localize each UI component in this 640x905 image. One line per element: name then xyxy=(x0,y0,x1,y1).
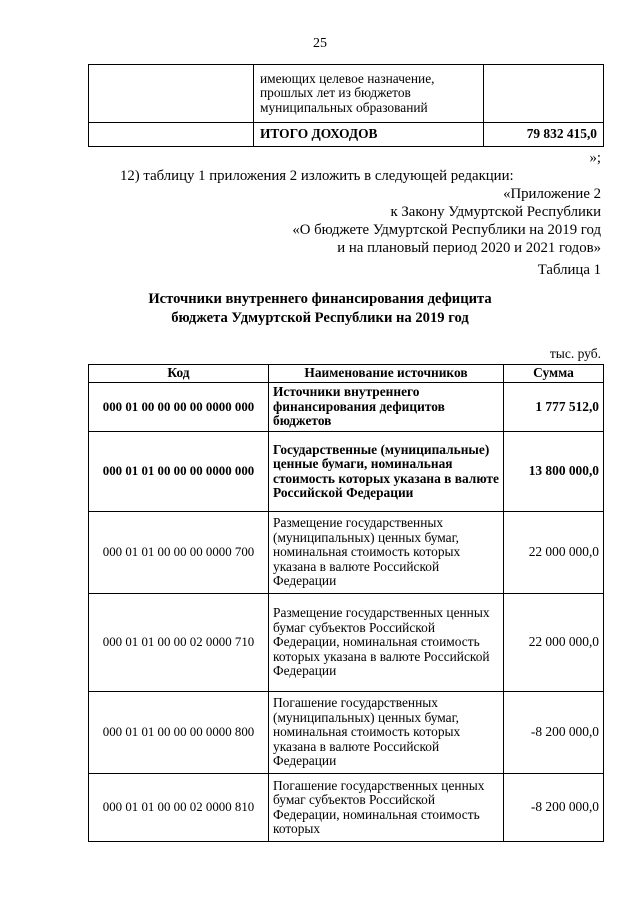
table-row xyxy=(89,774,604,842)
table-row xyxy=(89,692,604,774)
income-name-cell: имеющих целевое назначение, прошлых лет из бюджетов муниципальных образований xyxy=(254,65,484,123)
code-cell: 000 01 01 00 00 02 0000 810 xyxy=(89,774,269,842)
financing-sources-table xyxy=(88,364,604,842)
source-name-cell: Погашение государственных (муниципальных) ценных бумаг, номинальная стоимость которых указана в валюте Российской Федерации xyxy=(269,692,504,774)
amount-cell xyxy=(484,65,604,123)
table-label: Таблица 1 xyxy=(537,262,601,278)
column-header-code: Код xyxy=(89,365,269,383)
instruction-text: 12) таблицу 1 приложения 2 изложить в следующей редакции: xyxy=(120,168,514,184)
table-row xyxy=(89,383,604,432)
code-cell: 000 01 00 00 00 00 0000 000 xyxy=(89,383,269,432)
source-name-cell: Размещение государственных (муниципальных) ценных бумаг, номинальная стоимость которых указана в валюте Российской Федерации xyxy=(269,512,504,594)
page-number: 25 xyxy=(313,36,327,51)
column-header-sum: Сумма xyxy=(504,365,604,383)
source-name-cell: Источники внутреннего финансирования дефицитов бюджетов xyxy=(269,383,504,432)
sum-cell: -8 200 000,0 xyxy=(504,774,604,842)
table-header-row xyxy=(89,365,604,383)
appendix-line-2: к Закону Удмуртской Республики xyxy=(390,204,601,220)
units-label: тыс. руб. xyxy=(549,346,601,361)
title-line-1: Источники внутреннего финансирования дефицита xyxy=(148,291,492,307)
code-cell: 000 01 01 00 00 00 0000 700 xyxy=(89,512,269,594)
code-cell: 000 01 01 00 00 00 0000 000 xyxy=(89,432,269,512)
table-row xyxy=(89,594,604,692)
sum-cell: 22 000 000,0 xyxy=(504,512,604,594)
closing-quote: »; xyxy=(589,150,601,166)
title-line-2: бюджета Удмуртской Республики на 2019 год xyxy=(171,310,469,326)
sum-cell: 22 000 000,0 xyxy=(504,594,604,692)
total-label: ИТОГО ДОХОДОВ xyxy=(254,123,484,147)
appendix-line-3: «О бюджете Удмуртской Республики на 2019 год xyxy=(292,222,601,238)
code-cell: 000 01 01 00 00 00 0000 800 xyxy=(89,692,269,774)
table-row xyxy=(89,432,604,512)
code-cell: 000 01 01 00 00 02 0000 710 xyxy=(89,594,269,692)
table-row xyxy=(89,65,604,123)
code-cell xyxy=(89,65,254,123)
source-name-cell: Погашение государственных ценных бумаг субъектов Российской Федерации, номинальная стоимость которых xyxy=(269,774,504,842)
sum-cell: -8 200 000,0 xyxy=(504,692,604,774)
source-name-cell: Государственные (муниципальные) ценные бумаги, номинальная стоимость которых указана в валюте Российской Федерации xyxy=(269,432,504,512)
total-row xyxy=(89,123,604,147)
column-header-name: Наименование источников xyxy=(269,365,504,383)
source-name-cell: Размещение государственных ценных бумаг субъектов Российской Федерации, номинальная стоимость которых указана в валюте Российской Федерации xyxy=(269,594,504,692)
sum-cell: 13 800 000,0 xyxy=(504,432,604,512)
total-value: 79 832 415,0 xyxy=(484,123,604,147)
income-table-fragment xyxy=(88,64,604,147)
appendix-line-4: и на плановый период 2020 и 2021 годов» xyxy=(337,240,601,256)
code-cell xyxy=(89,123,254,147)
sum-cell: 1 777 512,0 xyxy=(504,383,604,432)
appendix-line-1: «Приложение 2 xyxy=(503,186,601,202)
table-row xyxy=(89,512,604,594)
